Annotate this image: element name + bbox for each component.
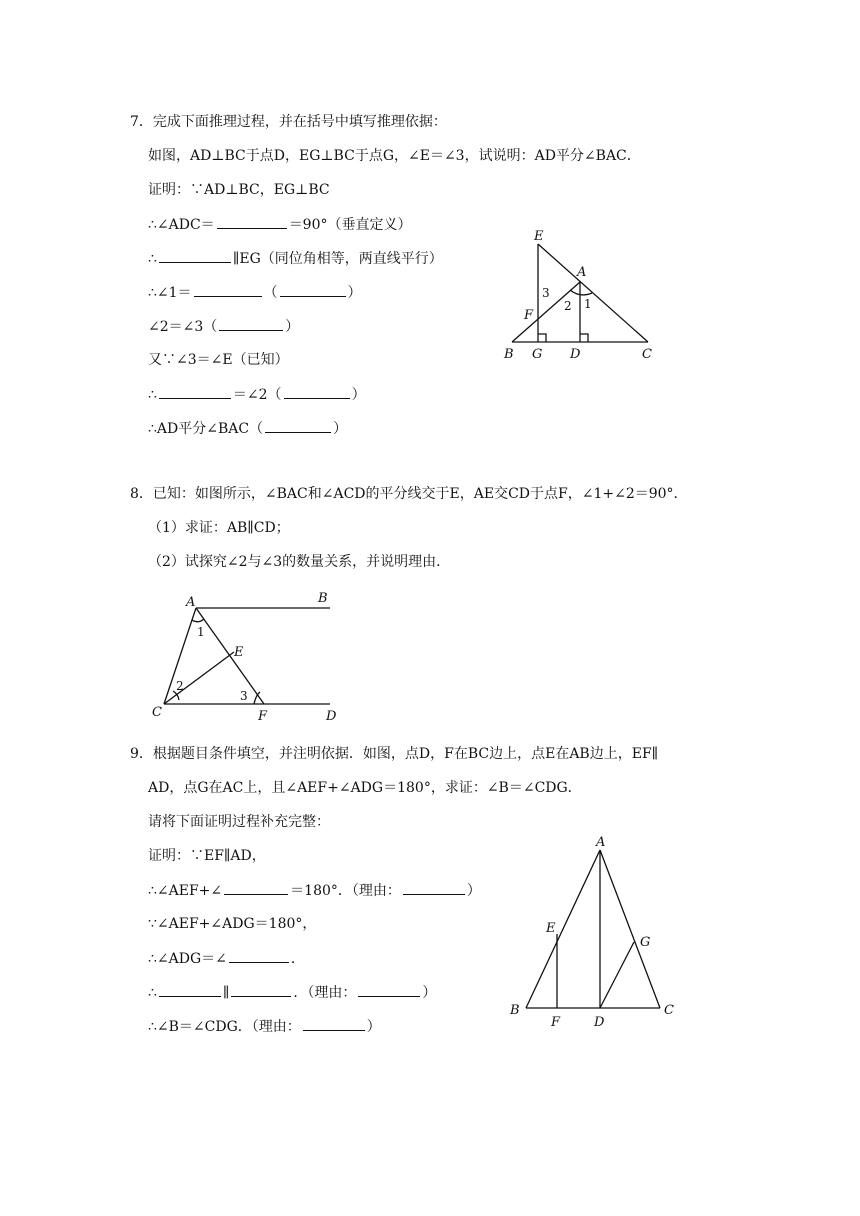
q9-instruction: 请将下面证明过程补充完整： [148,814,330,830]
q7-step-6-post: ） [351,387,366,403]
q7-blank-8[interactable] [265,418,331,433]
q7-figure [500,226,670,366]
q9-blank-2[interactable] [403,880,465,895]
q9-blank-3[interactable] [229,948,289,963]
q7-label-b: B [504,347,514,362]
q7-blank-3[interactable] [194,282,262,297]
q9-step-5-pre: ∴∠B＝∠CDG．（理由： [148,1019,301,1035]
q7-proof-start: 证明：∵AD⊥BC，EG⊥BC [148,182,330,198]
q7-step-1-pre: ∴∠ADC＝ [148,217,215,233]
q9-step-5 [148,1016,381,1037]
q9-step-4-post: ） [422,985,437,1001]
q9-seg-dg [600,942,634,1008]
q8-label-e: E [234,645,244,660]
q8-label-a: A [186,595,196,610]
q7-stem: 如图，AD⊥BC于点D，EG⊥BC于点G，∠E＝∠3，试说明：AD平分∠BAC． [148,148,641,164]
q7-step-3-post: ） [347,285,362,301]
q9-blank-6[interactable] [358,982,420,997]
q8-label-3: 3 [240,689,248,703]
q9-step-3 [148,948,305,969]
q7-step-4-post: ） [285,319,300,335]
q8-seg-af [196,608,264,704]
q7-label-a: A [577,265,587,280]
q7-step-2 [148,248,443,269]
q8-label-b: B [318,591,328,606]
q9-seg-ac [600,850,660,1008]
q8-label-c: C [152,705,162,720]
q7-step-7 [148,418,347,439]
q9-proof-start: 证明：∵EF∥AD， [148,848,266,864]
q7-step-6-mid: ＝∠2（ [232,387,282,403]
q8-angle-arc-1 [192,619,204,622]
q9-step-4-mid2: ．（理由： [293,985,357,1001]
q9-step-5-post: ） [366,1019,381,1035]
q7-blank-6[interactable] [159,384,231,399]
q9-blank-5[interactable] [231,982,291,997]
q9-label-b: B [510,1003,520,1018]
q7-step-6 [148,384,366,405]
q7-step-1 [148,214,412,235]
q7-label-f: F [524,308,534,323]
q9-step-1-mid: ＝180°．（理由： [290,883,401,899]
q7-step-2-post: ∥EG（同位角相等，两直线平行） [232,251,443,267]
q9-step-3-post: ． [290,951,305,967]
q9-figure [506,834,682,1030]
q9-title: 9．根据题目条件填空，并注明依据．如图，点D，F在BC边上，点E在AB边上，EF∥ [130,746,659,762]
q9-blank-1[interactable] [224,880,288,895]
q7-label-c: C [642,347,652,362]
q7-label-e: E [534,229,544,244]
q8-label-f: F [258,709,268,724]
q9-label-c: C [664,1003,674,1018]
q9-step-1 [148,880,481,901]
q9-label-d: D [594,1015,605,1030]
q9-title-cont: AD，点G在AC上，且∠AEF+∠ADG＝180°，求证：∠B＝∠CDG． [148,780,582,796]
q7-step-3-pre: ∴∠1＝ [148,285,192,301]
q9-label-e: E [546,921,556,936]
q7-right-angle-d [580,334,588,342]
q9-blank-4[interactable] [159,982,221,997]
q7-label-1: 1 [584,297,592,311]
q8-label-d: D [326,709,337,724]
q9-label-f: F [551,1015,561,1030]
q7-step-7-post: ） [333,421,348,437]
q7-step-3 [148,282,362,303]
q7-title: 7．完成下面推理过程，并在括号中填写推理依据： [130,114,447,130]
q7-right-angle-g [538,334,546,342]
q8-part-2: （2）试探究∠2与∠3的数量关系，并说明理由． [148,554,451,570]
q7-seg-ec [538,244,648,342]
q7-blank-5[interactable] [219,316,283,331]
q8-part-1: （1）求证：AB∥CD； [148,520,290,536]
q7-step-7-pre: ∴AD平分∠BAC（ [148,421,264,437]
q9-blank-7[interactable] [303,1016,365,1031]
q7-label-d: D [570,347,581,362]
q7-step-6-pre: ∴ [148,387,157,403]
q9-step-4 [148,982,436,1003]
q8-title: 8．已知：如图所示，∠BAC和∠ACD的平分线交于E，AE交CD于点F，∠1+∠2＝90°． [130,486,688,502]
q7-label-g: G [532,347,543,362]
q7-blank-7[interactable] [284,384,350,399]
q7-blank-1[interactable] [217,214,287,229]
q9-seg-ab [526,850,600,1008]
q9-step-4-pre: ∴ [148,985,157,1001]
q8-figure [150,588,350,728]
q8-label-2: 2 [176,679,184,693]
q7-step-4-pre: ∠2＝∠3（ [148,319,218,335]
q7-angle-arc-a [570,290,592,295]
q9-label-g: G [640,935,651,950]
q7-step-3-mid: （ [263,285,278,301]
q9-step-4-mid: ∥ [222,985,230,1001]
q7-step-1-post: ＝90°（垂直定义） [288,217,412,233]
q7-label-2: 2 [564,299,572,313]
q9-step-3-pre: ∴∠ADG＝∠ [148,951,227,967]
q8-seg-ce [164,652,234,704]
q7-step-5: 又∵∠3＝∠E（已知） [148,352,289,368]
q7-step-2-pre: ∴ [148,251,157,267]
q7-label-3: 3 [542,286,550,300]
q8-label-1: 1 [197,625,205,639]
q9-label-a: A [596,835,606,850]
q9-step-1-post: ） [466,883,481,899]
q9-step-2: ∵∠AEF+∠ADG＝180°， [148,916,317,932]
q7-step-4 [148,316,299,337]
q9-step-1-pre: ∴∠AEF+∠ [148,883,223,899]
q7-blank-4[interactable] [280,282,346,297]
q7-blank-2[interactable] [159,248,231,263]
